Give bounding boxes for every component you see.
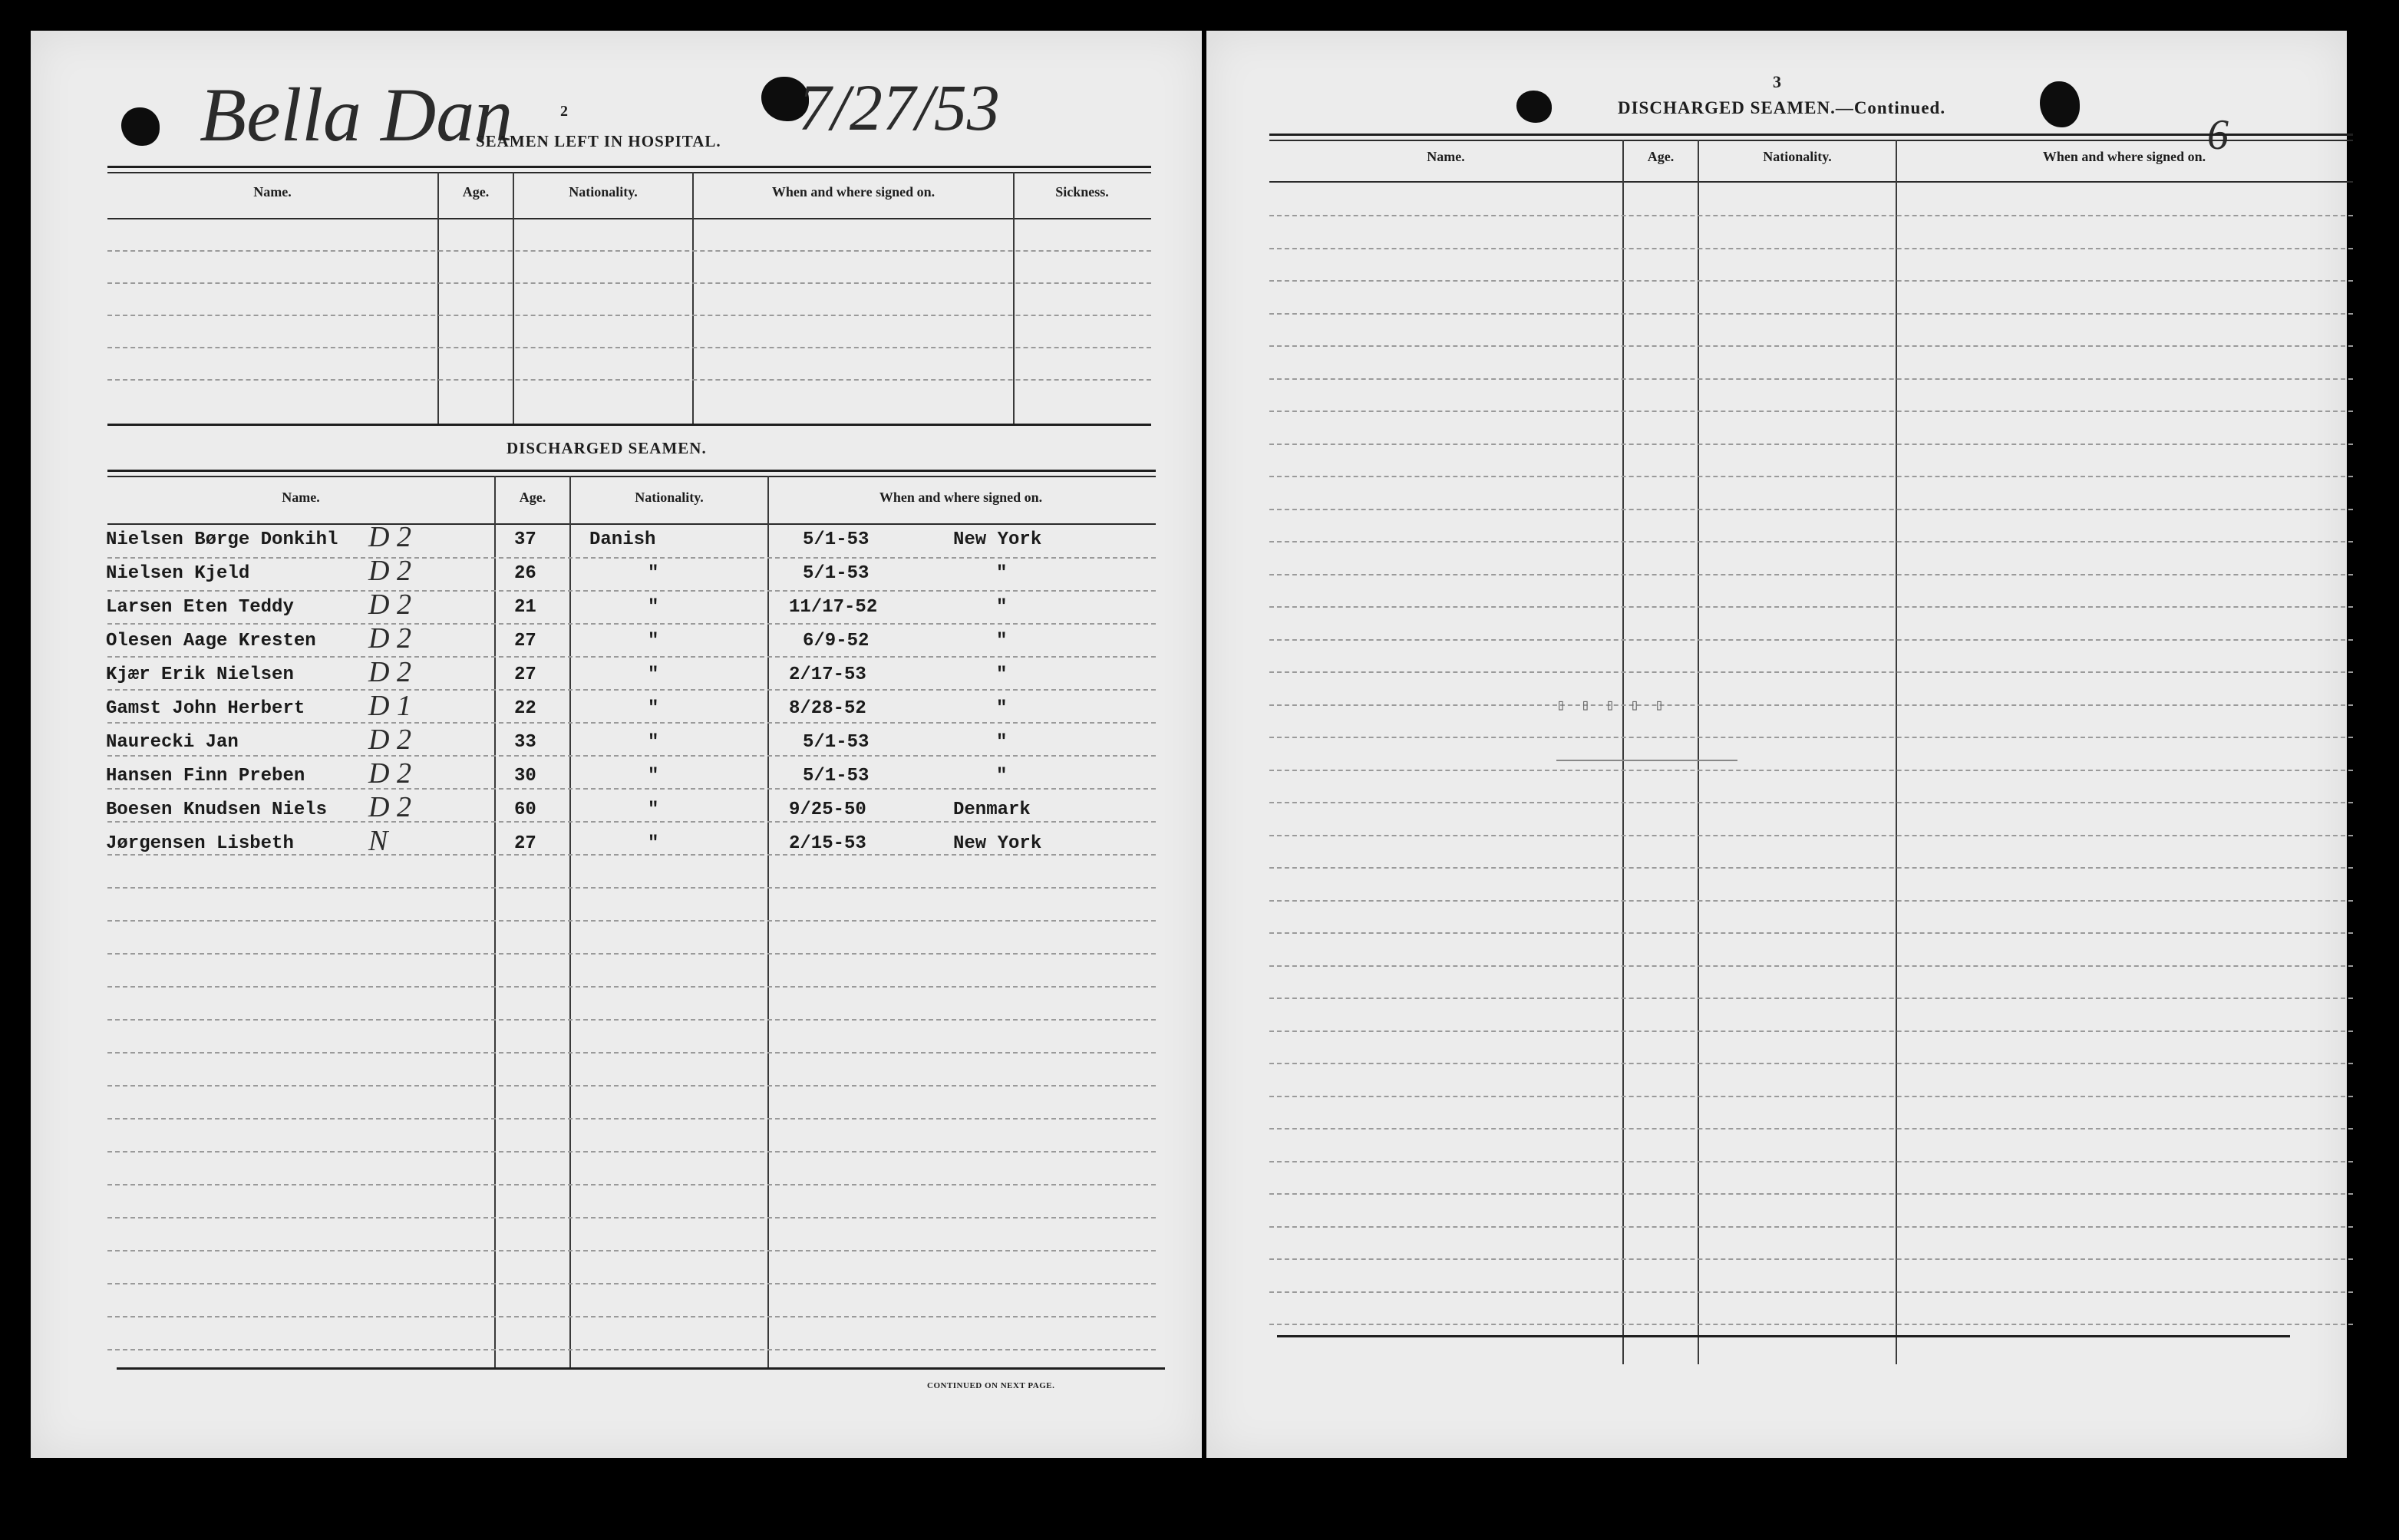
blank-row bbox=[1269, 1031, 2353, 1032]
signed-on-place: " bbox=[996, 631, 1008, 651]
blank-row bbox=[107, 1349, 1156, 1350]
blank-row bbox=[107, 282, 1151, 284]
blank-row bbox=[107, 1184, 1156, 1186]
blank-row bbox=[107, 347, 1151, 348]
left-page bbox=[31, 31, 1202, 1458]
signed-on-place: " bbox=[996, 597, 1008, 618]
signed-on-place: " bbox=[996, 766, 1008, 786]
blank-row bbox=[1269, 1226, 2353, 1228]
blank-row bbox=[107, 1052, 1156, 1054]
blank-row bbox=[107, 920, 1156, 922]
blank-row bbox=[1269, 1258, 2353, 1260]
seaman-name: Kjær Erik Nielsen bbox=[106, 664, 294, 685]
signed-on-place: Denmark bbox=[953, 800, 1031, 820]
signed-on-date: 5/1-53 bbox=[803, 732, 870, 753]
seaman-age: 22 bbox=[514, 698, 536, 719]
blank-row bbox=[107, 379, 1151, 381]
seaman-name: Nielsen Kjeld bbox=[106, 563, 250, 584]
rule bbox=[107, 476, 1156, 477]
signed-on-date: 8/28-52 bbox=[789, 698, 866, 719]
blank-row bbox=[1269, 280, 2353, 282]
seaman-nationality: " bbox=[648, 833, 659, 854]
signed-on-place: " bbox=[996, 563, 1008, 584]
signed-on-date: 2/15-53 bbox=[789, 833, 866, 854]
seaman-nationality: Danish bbox=[589, 529, 656, 550]
rule bbox=[107, 218, 1151, 219]
blank-row bbox=[1269, 1193, 2353, 1195]
seaman-age: 26 bbox=[514, 563, 536, 584]
seaman-nationality: " bbox=[648, 563, 659, 584]
blank-row bbox=[1269, 867, 2353, 869]
ink-blot bbox=[1516, 91, 1552, 123]
blank-row bbox=[1269, 1161, 2353, 1162]
col-age: Age. bbox=[462, 184, 490, 200]
rule bbox=[1269, 181, 2353, 183]
rule bbox=[1269, 140, 2353, 141]
seaman-nationality: " bbox=[648, 766, 659, 786]
col-signed-on: When and where signed on. bbox=[771, 184, 936, 200]
rule bbox=[117, 1367, 1165, 1370]
signed-on-date: 6/9-52 bbox=[803, 631, 870, 651]
seaman-age: 21 bbox=[514, 597, 536, 618]
handwritten-discharge-code: D 2 bbox=[368, 622, 411, 655]
handwritten-discharge-code: N bbox=[368, 825, 388, 857]
handwritten-discharge-code: D 2 bbox=[368, 589, 411, 621]
blank-row bbox=[1269, 444, 2353, 445]
col-nationality: Nationality. bbox=[1763, 149, 1832, 164]
seaman-age: 27 bbox=[514, 833, 536, 854]
rule bbox=[107, 523, 1156, 525]
handwritten-discharge-code: D 2 bbox=[368, 791, 411, 823]
blank-row bbox=[107, 821, 1156, 823]
faint-stamp: ▯ ▯ ▯ ▯ ▯ bbox=[1556, 697, 1668, 715]
seaman-name: Larsen Eten Teddy bbox=[106, 597, 294, 618]
col-divider bbox=[1013, 172, 1015, 424]
blank-row bbox=[1269, 411, 2353, 412]
seaman-name: Nielsen Børge Donkihl bbox=[106, 529, 338, 550]
rule bbox=[107, 470, 1156, 472]
col-divider bbox=[1896, 140, 1897, 1364]
signed-on-date: 2/17-53 bbox=[789, 664, 866, 685]
seaman-name: Boesen Knudsen Niels bbox=[106, 800, 328, 820]
blank-row bbox=[107, 788, 1156, 790]
seaman-nationality: " bbox=[648, 631, 659, 651]
hospital-section-title: SEAMEN LEFT IN HOSPITAL. bbox=[476, 132, 721, 150]
signed-on-date: 5/1-53 bbox=[803, 529, 870, 550]
seaman-age: 27 bbox=[514, 631, 536, 651]
blank-row bbox=[107, 1217, 1156, 1218]
page-number: 2 bbox=[560, 103, 569, 120]
blank-row bbox=[1269, 1324, 2353, 1325]
col-divider bbox=[692, 172, 694, 424]
blank-row bbox=[107, 1085, 1156, 1087]
col-divider bbox=[513, 172, 514, 424]
col-divider bbox=[1698, 140, 1699, 1364]
handwritten-date: 7/27/53 bbox=[798, 71, 1000, 144]
seaman-age: 30 bbox=[514, 766, 536, 786]
blank-row bbox=[1269, 671, 2353, 673]
rule bbox=[107, 172, 1151, 173]
signed-on-date: 9/25-50 bbox=[789, 800, 866, 820]
blank-row bbox=[1269, 1063, 2353, 1064]
blank-row bbox=[107, 590, 1156, 592]
signed-on-date: 5/1-53 bbox=[803, 766, 870, 786]
blank-row bbox=[107, 1118, 1156, 1120]
col-name: Name. bbox=[1427, 149, 1465, 164]
ink-blot bbox=[121, 107, 160, 146]
blank-row bbox=[1269, 248, 2353, 249]
page-number: 3 bbox=[1773, 72, 1782, 91]
blank-row bbox=[1269, 835, 2353, 836]
blank-row bbox=[1269, 541, 2353, 542]
blank-row bbox=[107, 986, 1156, 988]
blank-row bbox=[107, 1019, 1156, 1021]
rule bbox=[107, 166, 1151, 168]
blank-row bbox=[107, 557, 1156, 559]
handwritten-discharge-code: D 2 bbox=[368, 521, 411, 553]
blank-row bbox=[107, 854, 1156, 856]
handwritten-corner-mark: 6 bbox=[2207, 111, 2229, 159]
blank-row bbox=[107, 953, 1156, 955]
blank-row bbox=[1269, 900, 2353, 902]
faint-stamp-line bbox=[1556, 760, 1737, 761]
right-page bbox=[1206, 31, 2347, 1458]
seaman-nationality: " bbox=[648, 597, 659, 618]
continued-note: CONTINUED ON NEXT PAGE. bbox=[927, 1381, 1055, 1390]
handwritten-discharge-code: D 1 bbox=[368, 690, 411, 722]
seaman-name: Jørgensen Lisbeth bbox=[106, 833, 294, 854]
col-divider bbox=[569, 476, 571, 1367]
col-name: Name. bbox=[282, 490, 320, 505]
blank-row bbox=[1269, 509, 2353, 510]
signed-on-date: 5/1-53 bbox=[803, 563, 870, 584]
blank-row bbox=[1269, 1128, 2353, 1129]
seaman-age: 33 bbox=[514, 732, 536, 753]
blank-row bbox=[1269, 606, 2353, 608]
seaman-name: Gamst John Herbert bbox=[106, 698, 305, 719]
signed-on-place: " bbox=[996, 732, 1008, 753]
signed-on-place: New York bbox=[953, 833, 1042, 854]
col-signed-on: When and where signed on. bbox=[879, 490, 1043, 505]
seaman-age: 60 bbox=[514, 800, 536, 820]
blank-row bbox=[107, 623, 1156, 625]
col-divider bbox=[1622, 140, 1624, 1364]
discharged-continued-title: DISCHARGED SEAMEN.—Continued. bbox=[1618, 98, 1946, 117]
blank-row bbox=[107, 722, 1156, 724]
blank-row bbox=[1269, 737, 2353, 738]
blank-row bbox=[107, 887, 1156, 889]
signed-on-place: " bbox=[996, 664, 1008, 685]
seaman-name: Hansen Finn Preben bbox=[106, 766, 305, 786]
col-name: Name. bbox=[253, 184, 292, 200]
blank-row bbox=[107, 315, 1151, 316]
blank-row bbox=[1269, 476, 2353, 477]
blank-row bbox=[107, 689, 1156, 691]
col-sickness: Sickness. bbox=[1055, 184, 1109, 200]
seaman-name: Olesen Aage Kresten bbox=[106, 631, 316, 651]
signed-on-place: " bbox=[996, 698, 1008, 719]
blank-row bbox=[1269, 215, 2353, 216]
col-signed-on: When and where signed on. bbox=[2042, 149, 2206, 164]
seaman-nationality: " bbox=[648, 664, 659, 685]
blank-row bbox=[1269, 639, 2353, 641]
blank-row bbox=[1269, 1291, 2353, 1293]
signed-on-place: New York bbox=[953, 529, 1042, 550]
blank-row bbox=[1269, 998, 2353, 999]
blank-row bbox=[1269, 574, 2353, 575]
blank-row bbox=[107, 250, 1151, 252]
col-divider bbox=[767, 476, 769, 1367]
blank-row bbox=[107, 1283, 1156, 1284]
col-nationality: Nationality. bbox=[635, 490, 704, 505]
blank-row bbox=[107, 1316, 1156, 1317]
seaman-nationality: " bbox=[648, 732, 659, 753]
blank-row bbox=[1269, 704, 2353, 706]
ink-blot bbox=[2040, 81, 2080, 127]
blank-row bbox=[107, 1151, 1156, 1153]
blank-row bbox=[107, 1250, 1156, 1251]
seaman-age: 27 bbox=[514, 664, 536, 685]
handwritten-discharge-code: D 2 bbox=[368, 724, 411, 756]
discharged-section-title: DISCHARGED SEAMEN. bbox=[507, 439, 707, 457]
seaman-nationality: " bbox=[648, 800, 659, 820]
col-age: Age. bbox=[519, 490, 546, 505]
seaman-age: 37 bbox=[514, 529, 536, 550]
blank-row bbox=[1269, 313, 2353, 315]
col-age: Age. bbox=[1647, 149, 1675, 164]
blank-row bbox=[1269, 965, 2353, 967]
signed-on-date: 11/17-52 bbox=[789, 597, 878, 618]
rule bbox=[1269, 134, 2353, 136]
blank-row bbox=[1269, 932, 2353, 934]
blank-row bbox=[1269, 770, 2353, 771]
seaman-name: Naurecki Jan bbox=[106, 732, 239, 753]
handwritten-discharge-code: D 2 bbox=[368, 757, 411, 790]
col-nationality: Nationality. bbox=[569, 184, 638, 200]
handwritten-ship-name: Bella Dan bbox=[200, 72, 513, 157]
rule bbox=[1277, 1335, 2290, 1337]
handwritten-discharge-code: D 2 bbox=[368, 656, 411, 688]
blank-row bbox=[107, 755, 1156, 757]
blank-row bbox=[1269, 1096, 2353, 1097]
blank-row bbox=[1269, 345, 2353, 347]
rule bbox=[107, 424, 1151, 426]
handwritten-discharge-code: D 2 bbox=[368, 555, 411, 587]
seaman-nationality: " bbox=[648, 698, 659, 719]
blank-row bbox=[1269, 802, 2353, 803]
col-divider bbox=[494, 476, 496, 1367]
col-divider bbox=[437, 172, 439, 424]
blank-row bbox=[107, 656, 1156, 658]
blank-row bbox=[1269, 378, 2353, 380]
